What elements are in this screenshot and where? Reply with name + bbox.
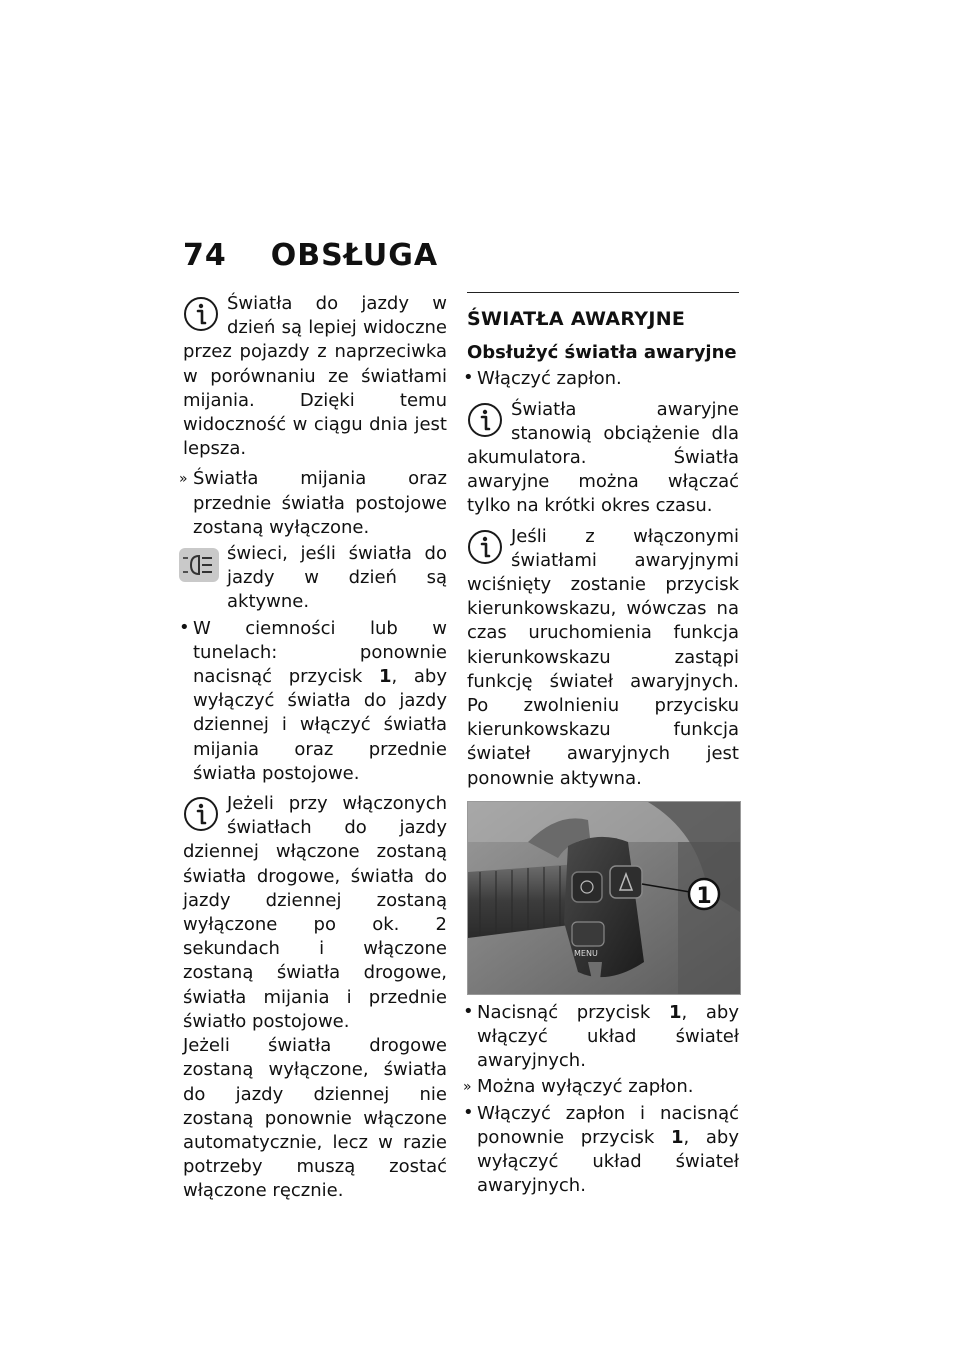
bullet-dot: • bbox=[463, 1101, 474, 1123]
bullet-dot: • bbox=[463, 367, 474, 389]
bullet-item bbox=[463, 1101, 739, 1199]
drl-text: świeci, jeśli światła do jazdy w dzień są aktywne. bbox=[227, 543, 447, 613]
note-text: Światła awaryjne stanowią obciążenie dla akumulatora. Światła awaryjne można włączać tylko na krótki okres czasu. bbox=[467, 398, 739, 517]
result-arrow-icon: » bbox=[179, 471, 188, 488]
note-text-continued: Jeżeli światła drogowe zostaną wyłączone, światła do jazdy dziennej nie zostaną ponownie włączone automatycznie, lecz w razie potrzeby muszą zostać włączone ręcznie. bbox=[183, 1035, 447, 1202]
note-text: Jeżeli przy włączonych światłach do jazdy dziennej włączone zostaną światła drogowe, światła do jazdy dziennej zostaną wyłączone po ok. 2 sekundach i włączone zostaną światła drogowe, światła mijania i przednie światło postojowe. bbox=[183, 793, 447, 1032]
bullet-text: W ciemności lub w tunelach: ponownie nacisnąć przycisk 1, aby wyłączyć światła do jazdy dziennej i włączyć światła mijania oraz przednie światła postojowe. bbox=[193, 617, 447, 784]
result-text: Światła mijania oraz przednie światła postojowe zostaną wyłączone. bbox=[193, 468, 447, 538]
result-arrow-icon: » bbox=[463, 1079, 472, 1096]
button-reference: 1 bbox=[670, 1126, 684, 1148]
bullet-text: Nacisnąć przycisk 1, aby włączyć układ świateł awaryjnych. bbox=[477, 1001, 739, 1072]
callout-number: 1 bbox=[696, 883, 712, 909]
left-column bbox=[179, 292, 447, 1210]
info-icon bbox=[467, 402, 503, 438]
button-reference: 1 bbox=[669, 1001, 682, 1023]
section-title: ŚWIATŁA AWARYJNE bbox=[467, 308, 686, 330]
note-turn-signal bbox=[467, 525, 739, 791]
result-text: Można wyłączyć zapłon. bbox=[477, 1076, 694, 1098]
note-battery bbox=[467, 398, 739, 519]
menu-label: MENU bbox=[574, 948, 598, 958]
info-icon bbox=[183, 296, 219, 332]
result-item bbox=[179, 467, 447, 540]
note-text: Światła do jazdy w dzień są lepiej widoczne przez pojazdy z naprzeciwka w porównaniu ze światłami mijania. Dzięki temu widoczność w ciągu dnia jest lepsza. bbox=[183, 293, 447, 460]
page-number: 74 bbox=[183, 238, 227, 273]
right-column bbox=[463, 292, 739, 1198]
note-high-beam bbox=[183, 792, 447, 1203]
chapter-title: OBSŁUGA bbox=[270, 238, 439, 273]
page-header bbox=[183, 238, 438, 273]
result-item bbox=[463, 1075, 739, 1099]
info-icon bbox=[183, 796, 219, 832]
drl-indicator-row bbox=[183, 542, 447, 615]
subsection-title: Obsłużyć światła awaryjne bbox=[467, 342, 737, 364]
note-daytime-lights bbox=[183, 292, 447, 461]
bullet-item bbox=[463, 1000, 739, 1074]
bullet-dot: • bbox=[179, 616, 190, 638]
handlebar-switch-photo bbox=[467, 801, 741, 995]
note-text: Jeśli z włączonymi światłami awaryjnymi wciśnięty zostanie przycisk kierunkowskazu, wówczas na czas uruchomienia funkcja kierunkowskazu zastąpi funkcję świateł awaryjnych. Po zwolnieniu przycisku kierunkowskazu funkcja świateł awaryjnych jest ponownie aktywna. bbox=[467, 525, 739, 789]
section-divider bbox=[467, 292, 739, 293]
info-icon bbox=[467, 529, 503, 565]
button-reference: 1 bbox=[378, 666, 392, 688]
daytime-running-light-icon bbox=[179, 548, 219, 582]
bullet-dot: • bbox=[463, 1000, 474, 1022]
bullet-item bbox=[463, 367, 739, 391]
bullet-item bbox=[179, 616, 447, 786]
bullet-text: Włączyć zapłon. bbox=[477, 368, 622, 390]
bullet-text: Włączyć zapłon i nacisnąć ponownie przycisk 1, aby wyłączyć układ świateł awaryjnych. bbox=[477, 1102, 739, 1197]
